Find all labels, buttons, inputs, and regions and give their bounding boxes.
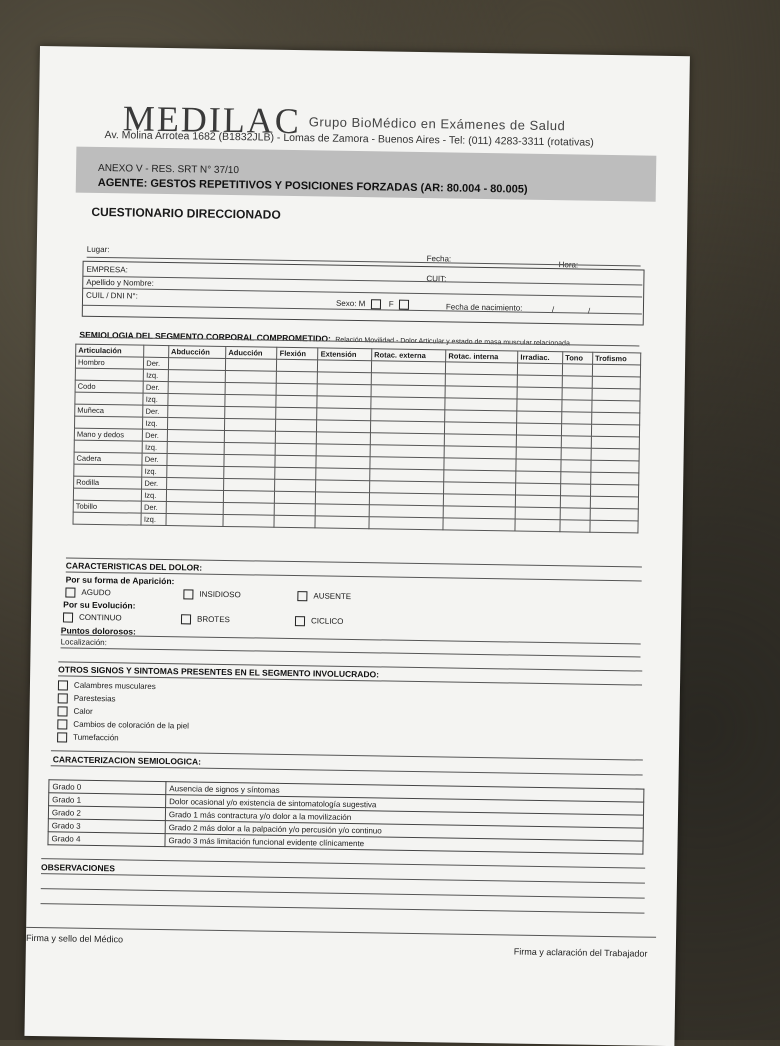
joint-name-cell: Tobillo — [73, 500, 141, 513]
entry-cell[interactable] — [224, 430, 275, 443]
page-title: CUESTIONARIO DIRECCIONADO — [91, 204, 281, 222]
entry-cell[interactable] — [591, 436, 639, 449]
entry-cell[interactable] — [592, 376, 640, 389]
entry-cell[interactable] — [517, 435, 562, 448]
caract-title: CARACTERIZACION SEMIOLOGICA: — [52, 754, 202, 767]
symptom-label: Cambios de coloración de la piel — [73, 719, 190, 731]
entry-cell[interactable] — [590, 508, 638, 521]
joint-name-cell: Cadera — [74, 452, 142, 465]
checkbox[interactable] — [63, 612, 73, 622]
cuit-label: CUIT: — [426, 274, 447, 284]
checkbox[interactable] — [58, 680, 68, 690]
entry-cell[interactable] — [443, 506, 515, 519]
grade-desc-cell: Grado 2 más dolor a la palpación y/o percusión y/o continuo — [165, 821, 643, 842]
checkbox[interactable] — [57, 706, 67, 716]
checkbox[interactable] — [58, 693, 68, 703]
entry-cell[interactable] — [443, 518, 515, 531]
entry-cell[interactable] — [317, 444, 371, 457]
obs-line-2[interactable] — [41, 888, 645, 898]
anexo-text: ANEXO V - RES. SRT N° 37/10 — [97, 162, 240, 177]
joint-col-header: Rotac. externa — [372, 349, 446, 362]
sexo-f-label: F — [388, 299, 394, 309]
obs-line-1[interactable] — [41, 873, 645, 883]
entry-cell[interactable] — [561, 460, 591, 472]
entry-cell[interactable] — [226, 358, 277, 371]
entry-cell[interactable] — [225, 406, 276, 419]
entry-cell[interactable] — [275, 503, 316, 516]
entry-cell[interactable] — [517, 387, 562, 400]
entry-cell[interactable] — [592, 388, 640, 401]
address: Av. Molina Arrotea 1682 (B1832JLB) - Lomas de Zamora - Buenos Aires - Tel: (011) 4283-3311 (rotativas) — [104, 129, 594, 149]
entry-cell[interactable] — [517, 399, 562, 412]
entry-cell[interactable] — [168, 406, 225, 419]
firma-medico-label: Firma y sello del Médico — [25, 932, 124, 945]
joint-name-cell: Muñeca — [75, 404, 143, 417]
entry-cell[interactable] — [275, 479, 316, 492]
entry-cell[interactable] — [516, 471, 561, 484]
tagline: Grupo BioMédico en Exámenes de Salud — [308, 114, 566, 134]
sexo-m-checkbox[interactable] — [370, 299, 380, 309]
obs-topline — [41, 858, 645, 868]
joint-name-cell — [74, 440, 142, 453]
entry-cell[interactable] — [277, 383, 318, 396]
grade-desc-cell: Dolor ocasional y/o existencia de sintomatología sugestiva — [166, 795, 644, 816]
grade-cell: Grado 4 — [48, 832, 165, 847]
entry-cell[interactable] — [317, 384, 371, 397]
side-cell: Der. — [143, 381, 168, 393]
entry-cell[interactable] — [561, 436, 591, 448]
symptom-item[interactable] — [58, 693, 116, 704]
option-label: AGUDO — [81, 587, 111, 598]
entry-cell[interactable] — [275, 491, 316, 504]
entry-cell[interactable] — [167, 430, 224, 443]
entry-cell[interactable] — [223, 514, 274, 527]
entry-cell[interactable] — [277, 359, 318, 372]
entry-cell[interactable] — [166, 478, 223, 491]
entry-cell[interactable] — [316, 492, 370, 505]
entry-cell[interactable] — [167, 418, 224, 431]
entry-cell[interactable] — [225, 418, 276, 431]
fecha-label: Fecha: — [426, 254, 452, 264]
option-label: CICLICO — [310, 616, 344, 626]
fecha-nac-label: Fecha de nacimiento: — [445, 302, 523, 313]
joint-name-cell: Rodilla — [74, 476, 142, 489]
entry-cell[interactable] — [444, 434, 516, 447]
joint-name-cell: Codo — [75, 380, 143, 393]
entry-cell[interactable] — [225, 370, 276, 383]
entry-cell[interactable] — [592, 400, 640, 413]
entry-cell[interactable] — [317, 396, 371, 409]
symptom-label: Calor — [73, 706, 93, 717]
joint-name-cell — [75, 368, 143, 381]
side-cell: Der. — [142, 477, 167, 489]
entry-cell[interactable] — [590, 484, 638, 497]
entry-cell[interactable] — [444, 446, 516, 459]
entry-cell[interactable] — [274, 515, 315, 528]
caract-underline — [51, 765, 643, 775]
entry-cell[interactable] — [444, 470, 516, 483]
grade-cell: Grado 2 — [48, 806, 165, 821]
entry-cell[interactable] — [591, 424, 639, 437]
entry-cell[interactable] — [517, 375, 562, 388]
side-cell: Izq. — [144, 369, 169, 381]
checkbox[interactable] — [183, 589, 193, 599]
entry-cell[interactable] — [517, 423, 562, 436]
date-slash-1: / — [551, 305, 555, 315]
localizacion-label: Localización: — [60, 637, 107, 648]
joint-col-header: Tono — [563, 352, 593, 364]
entry-cell[interactable] — [591, 460, 639, 473]
entry-cell[interactable] — [562, 388, 592, 400]
symptom-label: Tumefacción — [73, 732, 119, 743]
option-continuo[interactable] — [63, 612, 122, 623]
side-cell: Der. — [141, 501, 166, 513]
entry-cell[interactable] — [561, 448, 591, 460]
side-cell: Izq. — [141, 513, 166, 525]
firma-trabajador-label: Firma y aclaración del Trabajador — [513, 946, 648, 959]
entry-cell[interactable] — [317, 408, 371, 421]
agente-text: AGENTE: GESTOS REPETITIVOS Y POSICIONES FORZADAS (AR: 80.004 - 80.005) — [97, 176, 528, 196]
entry-cell[interactable] — [277, 371, 318, 384]
sexo-f-checkbox[interactable] — [399, 300, 409, 310]
grade-desc-cell: Grado 3 más limitación funcional evidente clínicamente — [165, 834, 643, 855]
entry-cell[interactable] — [276, 443, 317, 456]
dolor-title: CARACTERISTICAS DEL DOLOR: — [65, 560, 203, 573]
entry-cell[interactable] — [516, 483, 561, 496]
entry-cell[interactable] — [225, 394, 276, 407]
joint-col-header — [144, 345, 169, 357]
symptom-item[interactable] — [57, 732, 119, 743]
joint-name-cell — [74, 464, 142, 477]
symptom-item[interactable] — [58, 680, 156, 692]
obs-line-3[interactable] — [41, 903, 645, 913]
entry-cell[interactable] — [225, 382, 276, 395]
entry-cell[interactable] — [445, 422, 517, 435]
entry-cell[interactable] — [318, 372, 372, 385]
option-label: CONTINUO — [78, 612, 122, 623]
entry-cell[interactable] — [224, 454, 275, 467]
joint-name-cell — [73, 512, 141, 525]
side-cell: Der. — [143, 405, 168, 417]
side-cell: Der. — [144, 357, 169, 369]
joint-name-cell — [75, 416, 143, 429]
entry-cell[interactable] — [561, 472, 591, 484]
symptom-item[interactable] — [57, 706, 92, 717]
side-cell: Izq. — [142, 465, 167, 477]
joint-col-header: Articulación — [76, 344, 144, 357]
joint-name-cell: Hombro — [75, 356, 143, 369]
entry-cell[interactable] — [516, 495, 561, 508]
joint-name-cell: Mano y dedos — [74, 428, 142, 441]
joint-col-header: Irradiac. — [518, 351, 563, 364]
cuil-label: CUIL / DNI N°: — [86, 290, 138, 301]
entry-cell[interactable] — [591, 472, 639, 485]
checkbox[interactable] — [295, 616, 305, 626]
entry-cell[interactable] — [318, 360, 372, 373]
entry-cell[interactable] — [317, 420, 371, 433]
option-ausente[interactable] — [297, 591, 351, 602]
checkbox[interactable] — [57, 732, 67, 742]
option-agudo[interactable] — [65, 587, 110, 598]
side-cell: Izq. — [142, 441, 167, 453]
entry-cell[interactable] — [167, 454, 224, 467]
entry-cell[interactable] — [516, 447, 561, 460]
option-brotes[interactable] — [181, 614, 230, 625]
grade-desc-cell: Grado 1 más contractura y/o dolor a la movilización — [165, 808, 643, 829]
option-insidioso[interactable] — [183, 589, 240, 600]
entry-cell[interactable] — [224, 466, 275, 479]
semiologia-title: SEMIOLOGIA DEL SEGMENTO CORPORAL COMPROMETIDO: — [79, 329, 331, 344]
side-cell: Izq. — [143, 393, 168, 405]
grade-cell: Grado 1 — [49, 793, 166, 808]
entry-cell[interactable] — [444, 458, 516, 471]
entry-cell[interactable] — [316, 468, 370, 481]
hora-label: Hora: — [558, 260, 579, 270]
checkbox[interactable] — [181, 614, 191, 624]
entry-cell[interactable] — [276, 419, 317, 432]
entry-cell[interactable] — [276, 431, 317, 444]
lugar-label: Lugar: — [86, 244, 110, 255]
entry-cell[interactable] — [560, 508, 590, 520]
entry-cell[interactable] — [444, 482, 516, 495]
entry-cell[interactable] — [562, 364, 592, 376]
entry-cell[interactable] — [223, 502, 274, 515]
entry-cell[interactable] — [445, 410, 517, 423]
entry-cell[interactable] — [317, 432, 371, 445]
option-label: BROTES — [196, 614, 230, 625]
entry-cell[interactable] — [166, 502, 223, 515]
entry-cell[interactable] — [560, 496, 590, 508]
entry-cell[interactable] — [224, 490, 275, 503]
entry-cell[interactable] — [276, 407, 317, 420]
entry-cell[interactable] — [316, 480, 370, 493]
entry-cell[interactable] — [560, 520, 590, 532]
symptom-label: Parestesias — [73, 693, 116, 704]
entry-cell[interactable] — [445, 398, 517, 411]
joint-col-header: Trofismo — [592, 352, 640, 365]
entry-cell[interactable] — [168, 370, 225, 383]
option-label: AUSENTE — [313, 591, 352, 602]
entry-cell[interactable] — [445, 386, 517, 399]
joint-name-cell — [75, 392, 143, 405]
entry-cell[interactable] — [445, 374, 517, 387]
entry-cell[interactable] — [561, 424, 591, 436]
entry-cell[interactable] — [562, 400, 592, 412]
joint-col-header: Flexión — [277, 347, 318, 360]
entry-cell[interactable] — [516, 459, 561, 472]
puntos-label: Puntos dolorosos: — [60, 625, 136, 637]
semiologia-subtitle: Relación Movilidad - Dolor Articular y estado de masa muscular relacionada — [335, 336, 570, 348]
entry-cell[interactable] — [224, 478, 275, 491]
entry-cell[interactable] — [515, 507, 560, 520]
entry-cell[interactable] — [369, 517, 443, 530]
entry-cell[interactable] — [562, 412, 592, 424]
joint-table — [72, 344, 641, 534]
entry-cell[interactable] — [446, 362, 518, 375]
checkbox[interactable] — [57, 719, 67, 729]
joint-col-header: Extensión — [318, 348, 372, 361]
forma-label: Por su forma de Aparición: — [65, 574, 175, 587]
side-cell: Izq. — [142, 489, 167, 501]
joint-col-header: Rotac. interna — [446, 350, 518, 363]
entry-cell[interactable] — [591, 448, 639, 461]
joint-col-header: Abducción — [168, 346, 225, 359]
grade-cell: Grado 3 — [48, 819, 165, 834]
entry-cell[interactable] — [316, 456, 370, 469]
checkbox[interactable] — [65, 587, 75, 597]
localizacion-line[interactable] — [61, 647, 641, 657]
evolucion-label: Por su Evolución: — [63, 599, 136, 611]
entry-cell[interactable] — [167, 442, 224, 455]
entry-cell[interactable] — [562, 376, 592, 388]
side-cell: Izq. — [143, 417, 168, 429]
option-label: INSIDIOSO — [199, 589, 241, 600]
apellido-label: Apellido y Nombre: — [86, 277, 154, 288]
form-sheet — [24, 46, 689, 1046]
option-ciclico[interactable] — [295, 616, 344, 627]
entry-cell[interactable] — [515, 519, 560, 532]
joint-col-header: Aducción — [226, 346, 277, 359]
side-cell: Der. — [143, 429, 168, 441]
entry-cell[interactable] — [315, 516, 369, 529]
entry-cell[interactable] — [590, 496, 638, 509]
entry-cell[interactable] — [592, 412, 640, 425]
otros-title: OTROS SIGNOS Y SINTOMAS PRESENTES EN EL SEGMENTO INVOLUCRADO: — [58, 664, 380, 680]
observaciones-title: OBSERVACIONES — [41, 862, 116, 874]
entry-cell[interactable] — [518, 363, 563, 376]
entry-cell[interactable] — [224, 442, 275, 455]
grade-cell: Grado 0 — [49, 780, 166, 795]
entry-cell[interactable] — [316, 504, 370, 517]
entry-cell[interactable] — [275, 467, 316, 480]
entry-cell[interactable] — [168, 382, 225, 395]
empresa-label: EMPRESA: — [86, 264, 128, 275]
joint-name-cell — [73, 488, 141, 501]
logo: MEDILAC — [122, 98, 302, 142]
entry-cell[interactable] — [275, 455, 316, 468]
entry-cell[interactable] — [168, 394, 225, 407]
symptom-item[interactable] — [57, 719, 189, 731]
sexo-m-label: Sexo: M — [335, 298, 366, 309]
entry-cell[interactable] — [167, 466, 224, 479]
grades-table — [47, 779, 644, 854]
entry-cell[interactable] — [168, 358, 225, 371]
date-slash-2: / — [587, 306, 591, 316]
entry-cell[interactable] — [166, 490, 223, 503]
entry-cell[interactable] — [166, 514, 223, 527]
grade-desc-cell: Ausencia de signos y síntomas — [166, 782, 644, 803]
entry-cell[interactable] — [592, 364, 640, 377]
entry-cell[interactable] — [590, 520, 638, 533]
symptom-label: Calambres musculares — [73, 680, 156, 692]
checkbox[interactable] — [297, 591, 307, 601]
entry-cell[interactable] — [276, 395, 317, 408]
puntos-line — [61, 634, 641, 644]
side-cell: Der. — [142, 453, 167, 465]
entry-cell[interactable] — [444, 494, 516, 507]
entry-cell[interactable] — [561, 484, 591, 496]
entry-cell[interactable] — [517, 411, 562, 424]
